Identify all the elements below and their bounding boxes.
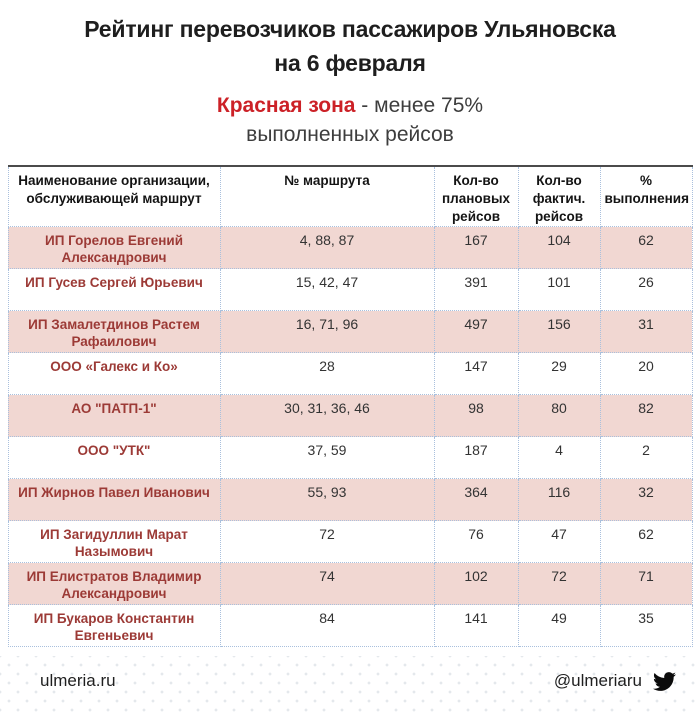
planned-trips-cell: 391 <box>434 269 518 311</box>
actual-trips-cell: 116 <box>518 479 600 521</box>
route-numbers-cell: 74 <box>220 563 434 605</box>
table-row <box>8 521 692 563</box>
carrier-name-cell: ИП Горелов Евгений Александрович <box>8 227 220 269</box>
actual-trips-cell: 101 <box>518 269 600 311</box>
completion-percent-cell: 20 <box>600 353 692 395</box>
table-row <box>8 563 692 605</box>
planned-trips-cell: 187 <box>434 437 518 479</box>
completion-percent-cell: 62 <box>600 521 692 563</box>
page-title <box>0 12 700 80</box>
actual-trips-cell: 72 <box>518 563 600 605</box>
planned-trips-cell: 141 <box>434 605 518 647</box>
column-header-planned-trips: Кол-во плановых рейсов <box>434 166 518 227</box>
planned-trips-cell: 147 <box>434 353 518 395</box>
carrier-name-cell: ИП Елистратов Владимир Александрович <box>8 563 220 605</box>
footer-social <box>554 670 678 693</box>
completion-percent-cell: 31 <box>600 311 692 353</box>
carrier-name-cell: ИП Букаров Константин Евгеньевич <box>8 605 220 647</box>
actual-trips-cell: 156 <box>518 311 600 353</box>
zone-legend-threshold: - менее 75% <box>355 94 484 117</box>
column-header-organization: Наименование организации, обслуживающей маршрут <box>8 166 220 227</box>
completion-percent-cell: 32 <box>600 479 692 521</box>
table-row <box>8 437 692 479</box>
completion-percent-cell: 82 <box>600 395 692 437</box>
planned-trips-cell: 497 <box>434 311 518 353</box>
route-numbers-cell: 28 <box>220 353 434 395</box>
table-row <box>8 353 692 395</box>
zone-legend-line2: выполненных рейсов <box>246 123 454 146</box>
carrier-name-cell: ИП Замалетдинов Растем Рафаилович <box>8 311 220 353</box>
completion-percent-cell: 71 <box>600 563 692 605</box>
route-numbers-cell: 15, 42, 47 <box>220 269 434 311</box>
column-header-completion-percent: % выполнения <box>600 166 692 227</box>
actual-trips-cell: 80 <box>518 395 600 437</box>
table-row <box>8 479 692 521</box>
twitter-icon <box>651 670 678 693</box>
table-row <box>8 269 692 311</box>
footer-twitter-handle: @ulmeriaru <box>553 671 642 690</box>
zone-legend-line1 <box>0 91 700 120</box>
actual-trips-cell: 47 <box>518 521 600 563</box>
table-header <box>8 166 692 227</box>
column-header-route-number: № маршрута <box>220 166 434 227</box>
route-numbers-cell: 72 <box>220 521 434 563</box>
route-numbers-cell: 16, 71, 96 <box>220 311 434 353</box>
actual-trips-cell: 29 <box>518 353 600 395</box>
table-header-row <box>8 166 692 227</box>
actual-trips-cell: 4 <box>518 437 600 479</box>
completion-percent-cell: 35 <box>600 605 692 647</box>
route-numbers-cell: 37, 59 <box>220 437 434 479</box>
table-row <box>8 395 692 437</box>
completion-percent-cell: 62 <box>600 227 692 269</box>
zone-legend <box>0 91 700 149</box>
planned-trips-cell: 167 <box>434 227 518 269</box>
carrier-name-cell: АО "ПАТП-1" <box>8 395 220 437</box>
table-row <box>8 227 692 269</box>
column-header-actual-trips: Кол-во фактич. рейсов <box>518 166 600 227</box>
footer <box>0 656 700 712</box>
carrier-name-cell: ООО «Галекс и Ко» <box>8 353 220 395</box>
page-title-line2: на 6 февраля <box>274 50 426 76</box>
page-title-line1: Рейтинг перевозчиков пассажиров Ульяновска <box>84 16 616 42</box>
completion-percent-cell: 2 <box>600 437 692 479</box>
carriers-rating-table <box>8 165 693 647</box>
actual-trips-cell: 49 <box>518 605 600 647</box>
carrier-name-cell: ИП Загидуллин Марат Назымович <box>8 521 220 563</box>
planned-trips-cell: 98 <box>434 395 518 437</box>
route-numbers-cell: 84 <box>220 605 434 647</box>
completion-percent-cell: 26 <box>600 269 692 311</box>
table-row <box>8 605 692 647</box>
table-row <box>8 311 692 353</box>
route-numbers-cell: 30, 31, 36, 46 <box>220 395 434 437</box>
planned-trips-cell: 364 <box>434 479 518 521</box>
planned-trips-cell: 76 <box>434 521 518 563</box>
carrier-name-cell: ИП Гусев Сергей Юрьевич <box>8 269 220 311</box>
table-body <box>8 227 692 647</box>
route-numbers-cell: 4, 88, 87 <box>220 227 434 269</box>
planned-trips-cell: 102 <box>434 563 518 605</box>
carrier-name-cell: ООО "УТК" <box>8 437 220 479</box>
carrier-name-cell: ИП Жирнов Павел Иванович <box>8 479 220 521</box>
zone-legend-highlight: Красная зона <box>216 94 356 117</box>
actual-trips-cell: 104 <box>518 227 600 269</box>
route-numbers-cell: 55, 93 <box>220 479 434 521</box>
footer-site-url: ulmeria.ru <box>40 671 116 690</box>
